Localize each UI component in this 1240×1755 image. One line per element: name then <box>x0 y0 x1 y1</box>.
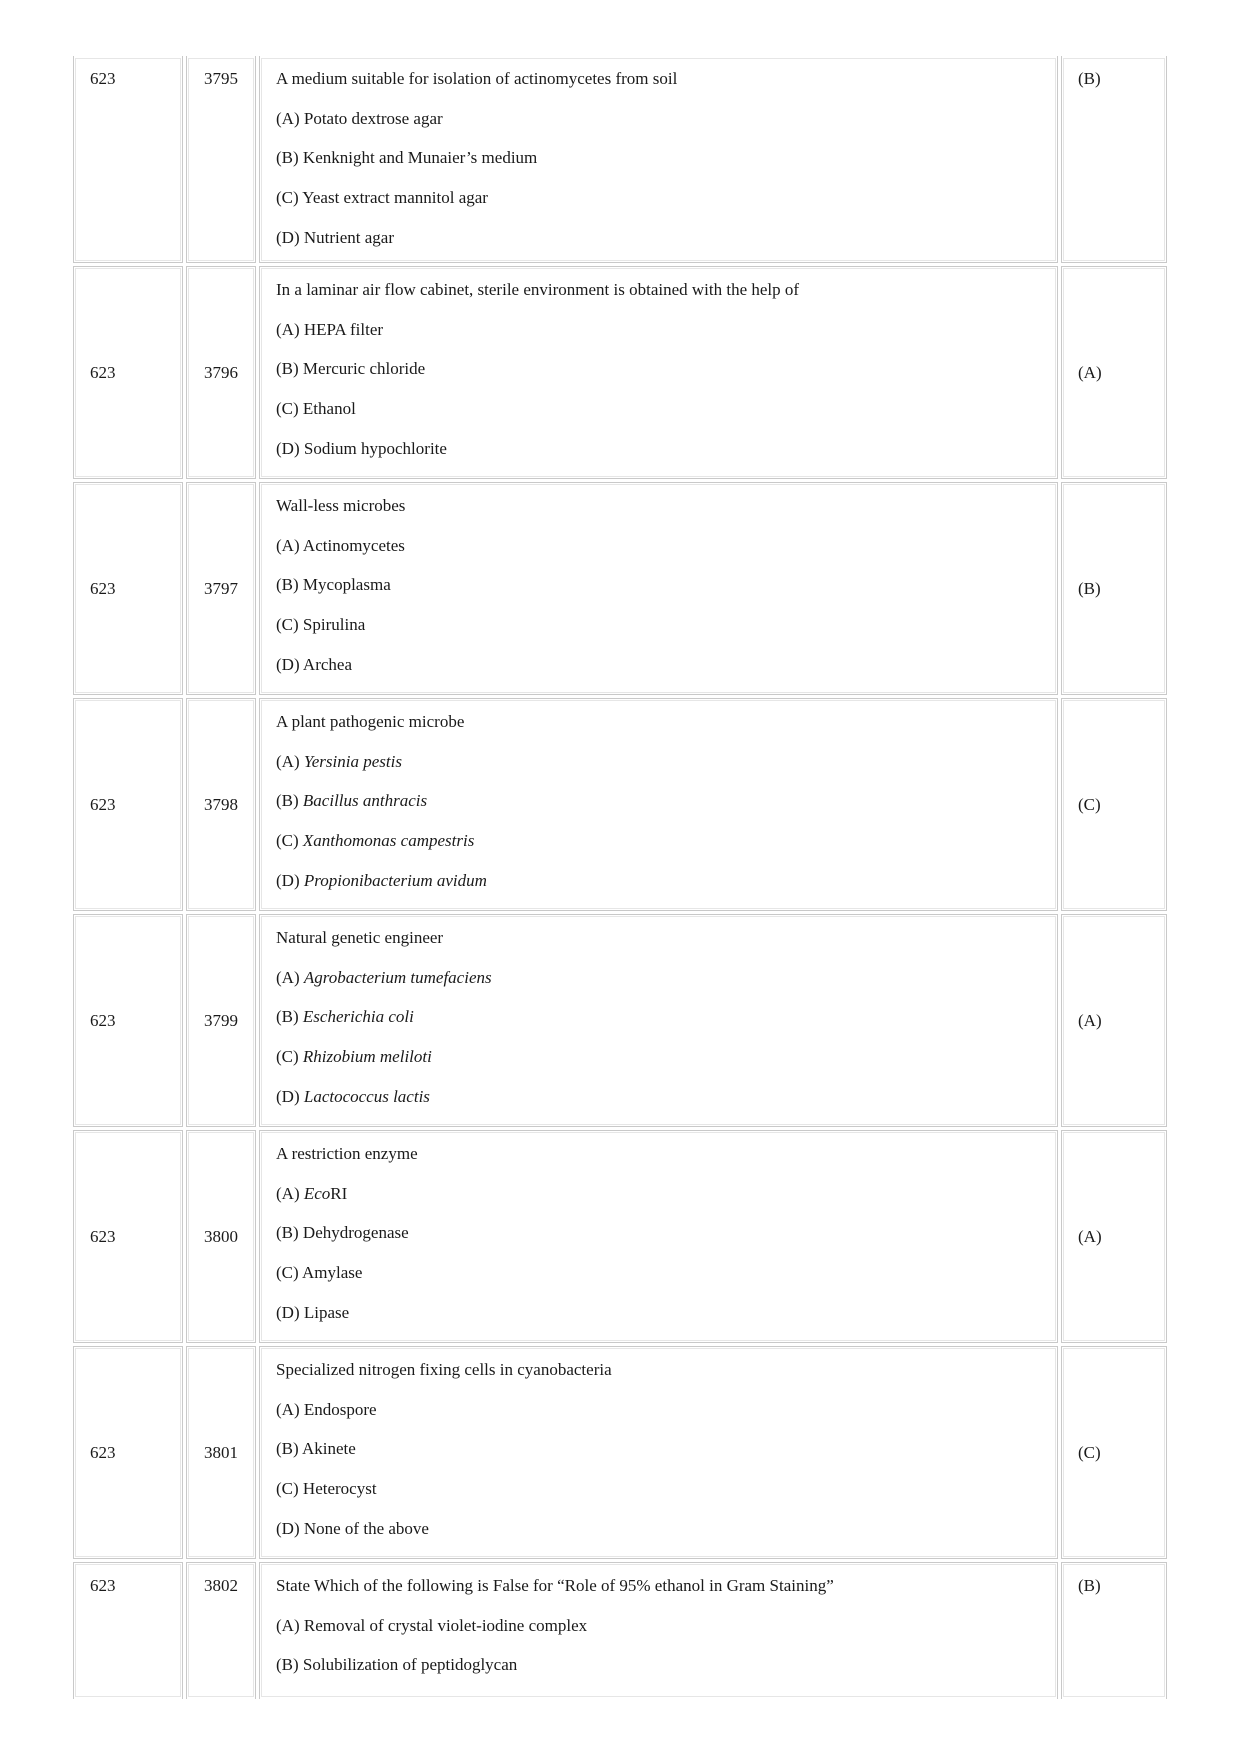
question-number-cell <box>186 266 256 479</box>
option-item <box>276 228 677 248</box>
question-number-cell <box>186 1562 256 1699</box>
option-label: (D) <box>276 1518 304 1538</box>
option-text: Actinomycetes <box>302 535 405 555</box>
question-text-cell <box>259 1562 1058 1699</box>
option-text: Lipase <box>303 1302 350 1322</box>
question-number: 3801 <box>204 1442 238 1462</box>
option-text: Kenknight and Munaier’s medium <box>302 148 538 168</box>
question-text-cell <box>259 1346 1058 1559</box>
answer-key: (C) <box>1078 1442 1101 1462</box>
subject-code: 623 <box>90 69 116 88</box>
question-number-cell <box>186 698 256 911</box>
question-number: 3796 <box>204 362 238 382</box>
question-number: 3797 <box>204 578 238 598</box>
table-row <box>73 1562 1170 1702</box>
table-row <box>73 1130 1170 1346</box>
option-text: Nutrient agar <box>303 227 395 247</box>
option-text: Removal of crystal violet-iodine complex <box>303 1615 588 1635</box>
option-item <box>276 831 487 851</box>
option-item <box>276 1087 492 1107</box>
question-text-cell <box>259 1130 1058 1343</box>
option-label: (B) <box>276 359 303 379</box>
question-text: In a laminar air flow cabinet, sterile environment is obtained with the help of <box>276 280 800 299</box>
option-text: Spirulina <box>302 615 366 635</box>
option-item <box>276 752 487 772</box>
question-text: Specialized nitrogen fixing cells in cyanobacteria <box>276 1360 612 1379</box>
subject-code-cell <box>73 698 183 911</box>
answer-key: (B) <box>1078 578 1101 598</box>
option-item <box>276 536 405 556</box>
subject-code: 623 <box>90 578 116 598</box>
option-item <box>276 791 487 811</box>
question-number-cell <box>186 482 256 695</box>
option-text: Ethanol <box>302 399 356 419</box>
table-row <box>73 914 1170 1130</box>
option-item <box>276 655 405 675</box>
option-text: Heterocyst <box>302 1479 377 1499</box>
option-item <box>276 399 799 419</box>
option-label: (A) <box>276 967 304 987</box>
option-text: Amylase <box>301 1263 363 1283</box>
answer-cell <box>1061 1130 1167 1343</box>
option-item <box>276 1007 492 1027</box>
subject-code-cell <box>73 482 183 695</box>
option-item <box>276 1047 492 1067</box>
option-text: Endospore <box>303 1399 377 1419</box>
option-item <box>276 1439 612 1459</box>
question-number-cell <box>186 56 256 263</box>
option-label: (D) <box>276 1086 304 1106</box>
subject-code-cell <box>73 56 183 263</box>
answer-key: (C) <box>1078 794 1101 814</box>
subject-code: 623 <box>90 1442 116 1462</box>
table-row <box>73 482 1170 698</box>
option-item <box>276 968 492 988</box>
option-italic-text: Lactococcus lactis <box>303 1086 430 1106</box>
option-item <box>276 1184 418 1204</box>
option-italic-text: Rhizobium meliloti <box>302 1047 432 1067</box>
option-label: (C) <box>276 615 303 635</box>
option-label: (A) <box>276 1183 304 1203</box>
option-label: (D) <box>276 438 304 458</box>
subject-code-cell <box>73 914 183 1127</box>
option-italic-text: Xanthomonas campestris <box>302 831 475 851</box>
question-number: 3795 <box>204 69 238 88</box>
option-text: Solubilization of peptidoglycan <box>302 1655 518 1675</box>
option-item <box>276 109 677 129</box>
question-number: 3802 <box>204 1576 238 1595</box>
question-text-cell <box>259 914 1058 1127</box>
option-item <box>276 439 799 459</box>
option-item <box>276 148 677 168</box>
question-text: Wall-less microbes <box>276 496 406 515</box>
subject-code: 623 <box>90 1576 116 1595</box>
answer-key: (A) <box>1078 1226 1102 1246</box>
question-number-cell <box>186 1130 256 1343</box>
question-text-cell <box>259 56 1058 263</box>
option-item <box>276 359 799 379</box>
option-label: (D) <box>276 227 304 247</box>
option-label: (A) <box>276 1399 304 1419</box>
option-item <box>276 1400 612 1420</box>
option-label: (B) <box>276 1223 303 1243</box>
table-row <box>73 698 1170 914</box>
option-label: (C) <box>276 1479 303 1499</box>
option-text: Mercuric chloride <box>302 359 426 379</box>
question-number: 3800 <box>204 1226 238 1246</box>
subject-code: 623 <box>90 362 116 382</box>
option-label: (B) <box>276 1007 303 1027</box>
option-label: (A) <box>276 1615 304 1635</box>
answer-cell <box>1061 1562 1167 1699</box>
question-number: 3798 <box>204 794 238 814</box>
answer-cell <box>1061 56 1167 263</box>
option-label: (B) <box>276 1439 302 1459</box>
option-label: (C) <box>276 188 303 208</box>
answer-cell <box>1061 914 1167 1127</box>
option-label: (A) <box>276 319 304 339</box>
answer-cell <box>1061 1346 1167 1559</box>
option-label: (D) <box>276 654 303 674</box>
option-item <box>276 188 677 208</box>
option-label: (A) <box>276 535 303 555</box>
question-number-cell <box>186 1346 256 1559</box>
option-label: (B) <box>276 575 303 595</box>
option-italic-text: Yersinia pestis <box>303 751 402 771</box>
question-text: A plant pathogenic microbe <box>276 712 465 731</box>
option-label: (C) <box>276 831 303 851</box>
option-item <box>276 1479 612 1499</box>
option-italic-text: Escherichia coli <box>302 1007 414 1027</box>
subject-code-cell <box>73 1130 183 1343</box>
subject-code: 623 <box>90 794 116 814</box>
option-item <box>276 1519 612 1539</box>
option-label: (C) <box>276 1263 302 1283</box>
option-item <box>276 320 799 340</box>
option-italic-text: Propionibacterium avidum <box>303 870 487 890</box>
option-label: (B) <box>276 791 303 811</box>
subject-code-cell <box>73 1562 183 1699</box>
option-text: Akinete <box>301 1439 356 1459</box>
option-text: None of the above <box>303 1518 429 1538</box>
option-label: (B) <box>276 148 303 168</box>
question-text-cell <box>259 698 1058 911</box>
option-text: HEPA filter <box>303 319 384 339</box>
option-label: (C) <box>276 399 303 419</box>
question-text: A medium suitable for isolation of actinomycetes from soil <box>276 69 678 88</box>
option-text: RI <box>330 1183 348 1203</box>
option-item <box>276 1263 418 1283</box>
option-italic-text: Agrobacterium tumefaciens <box>303 967 492 987</box>
question-number-cell <box>186 914 256 1127</box>
option-item <box>276 1655 834 1675</box>
answer-cell <box>1061 698 1167 911</box>
option-item <box>276 871 487 891</box>
option-text: Sodium hypochlorite <box>303 438 447 458</box>
question-text: State Which of the following is False for “Role of 95% ethanol in Gram Staining” <box>276 1576 834 1595</box>
subject-code: 623 <box>90 1010 116 1030</box>
table-row <box>73 56 1170 266</box>
option-text: Dehydrogenase <box>302 1223 409 1243</box>
option-item <box>276 1303 418 1323</box>
answer-key: (A) <box>1078 1010 1102 1030</box>
answer-cell <box>1061 266 1167 479</box>
option-text: Archea <box>302 654 352 674</box>
table-row <box>73 1346 1170 1562</box>
question-text: Natural genetic engineer <box>276 928 444 947</box>
answer-key: (A) <box>1078 362 1102 382</box>
question-text: A restriction enzyme <box>276 1144 418 1163</box>
option-item <box>276 1223 418 1243</box>
question-text-cell <box>259 482 1058 695</box>
option-label: (A) <box>276 108 304 128</box>
question-text-cell <box>259 266 1058 479</box>
option-text: Mycoplasma <box>302 575 391 595</box>
option-label: (C) <box>276 1047 303 1067</box>
answer-key: (B) <box>1078 69 1101 88</box>
table-row <box>73 266 1170 482</box>
option-label: (D) <box>276 870 304 890</box>
option-item <box>276 615 405 635</box>
subject-code: 623 <box>90 1226 116 1246</box>
option-italic-text: Eco <box>303 1183 331 1203</box>
question-number: 3799 <box>204 1010 238 1030</box>
answer-cell <box>1061 482 1167 695</box>
option-item <box>276 1616 834 1636</box>
option-label: (D) <box>276 1302 304 1322</box>
option-label: (A) <box>276 751 304 771</box>
option-item <box>276 575 405 595</box>
subject-code-cell <box>73 1346 183 1559</box>
option-italic-text: Bacillus anthracis <box>302 791 428 811</box>
option-text: Yeast extract mannitol agar <box>302 188 488 208</box>
option-text: Potato dextrose agar <box>303 108 443 128</box>
subject-code-cell <box>73 266 183 479</box>
option-label: (B) <box>276 1655 303 1675</box>
answer-key: (B) <box>1078 1576 1101 1595</box>
question-table <box>73 56 1170 1702</box>
